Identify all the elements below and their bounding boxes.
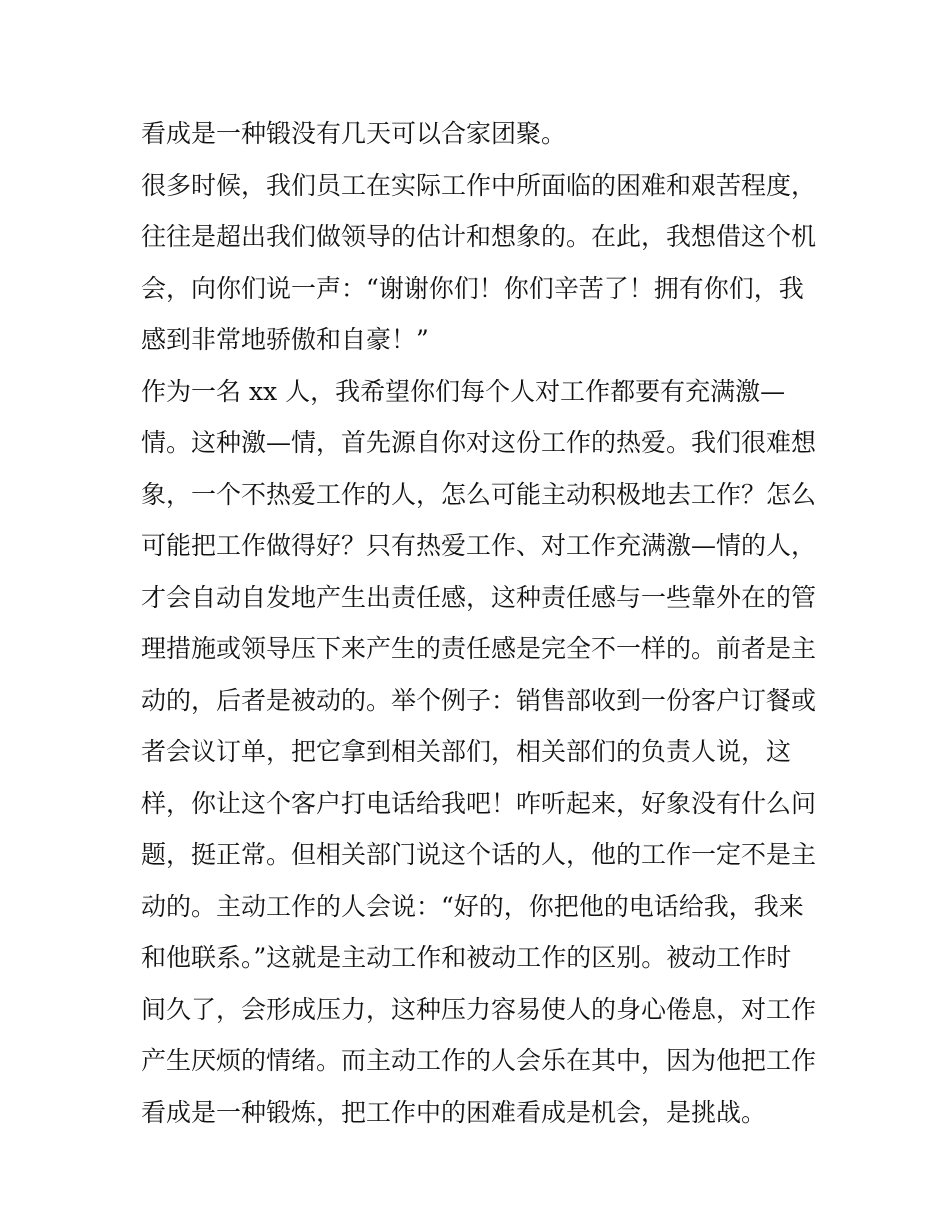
text-line: 和他联系。”这就是主动工作和被动工作的区别。被动工作时 — [141, 943, 792, 972]
text-line: 看成是一种锻没有几天可以合家团聚。 — [141, 119, 567, 148]
text-line: 题，挺正常。但相关部门说这个话的人，他的工作一定不是主 — [141, 840, 817, 869]
text-line: 产生厌烦的情绪。而主动工作的人会乐在其中，因为他把工作 — [141, 1046, 817, 1075]
text-line: 动的，后者是被动的。举个例子：销售部收到一份客户订餐或 — [141, 685, 817, 715]
text-line: 象，一个不热爱工作的人，怎么可能主动积极地去工作？怎么 — [141, 479, 817, 509]
text-line: 理措施或领导压下来产生的责任感是完全不一样的。前者是主 — [141, 634, 817, 663]
text-line: 情。这种激—情，首先源自你对这份工作的热爱。我们很难想 — [141, 428, 817, 457]
text-line: 看成是一种锻炼，把工作中的困难看成是机会，是挑战。 — [141, 1097, 767, 1127]
text-line: 作为一名 xx 人，我希望你们每个人对工作都要有充满激— — [141, 376, 786, 406]
text-line: 间久了，会形成压力，这种压力容易使人的身心倦息，对工作 — [141, 994, 817, 1024]
text-line: 才会自动自发地产生出责任感，这种责任感与一些靠外在的管 — [141, 582, 817, 612]
text-line: 往往是超出我们做领导的估计和想象的。在此，我想借这个机 — [141, 222, 817, 251]
document-body — [141, 108, 821, 1138]
text-line: 很多时候，我们员工在实际工作中所面临的困难和艰苦程度， — [141, 170, 817, 200]
text-line: 动的。主动工作的人会说：“好的，你把他的电话给我，我来 — [141, 891, 804, 921]
text-line: 者会议订单，把它拿到相关部们，相关部们的负责人说，这 — [141, 737, 792, 766]
text-line: 感到非常地骄傲和自豪！” — [141, 325, 429, 354]
text-line: 可能把工作做得好？只有热爱工作、对工作充满激—情的人， — [141, 531, 817, 560]
text-line: 样，你让这个客户打电话给我吧！咋听起来，好象没有什么问 — [141, 788, 817, 818]
text-line: 会，向你们说一声：“谢谢你们！你们辛苦了！拥有你们，我 — [141, 273, 804, 303]
